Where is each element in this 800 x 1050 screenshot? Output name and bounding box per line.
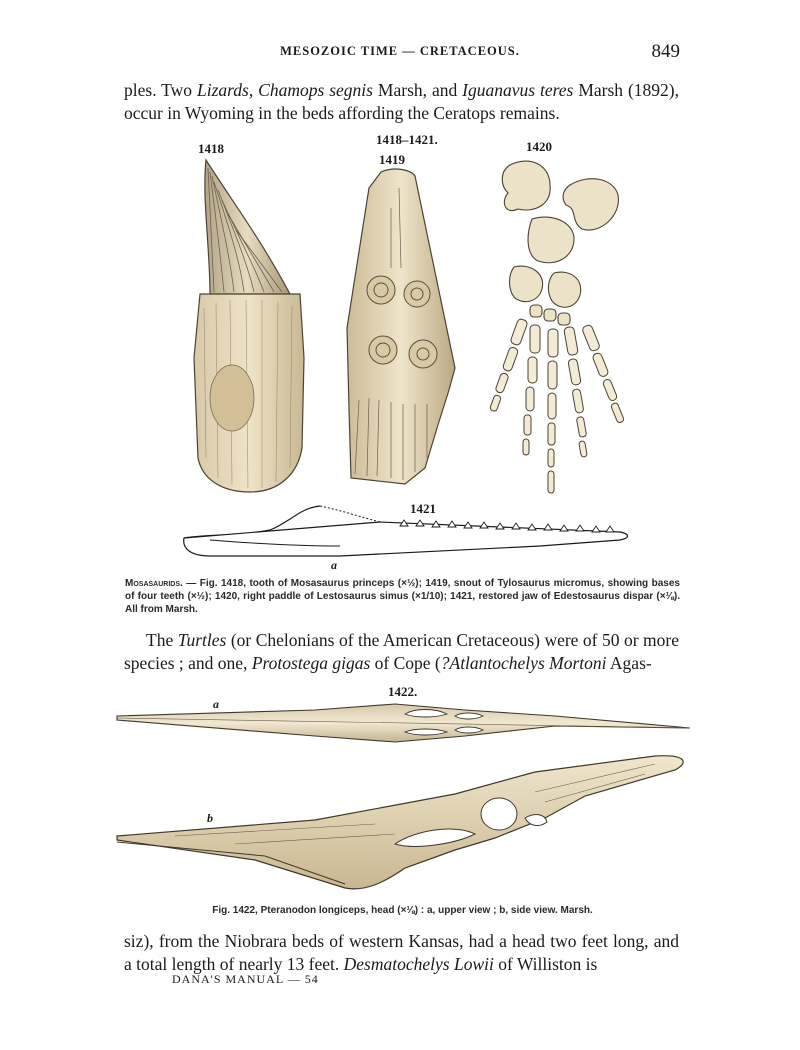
- figure-1422-letter-a: a: [213, 697, 219, 711]
- figure-1422-caption: Fig. 1422, Pteranodon longiceps, head (×⅛) : a, upper view ; b, side view. Marsh.: [212, 905, 593, 916]
- italic-run: Lizards, Chamops segnis: [196, 80, 373, 100]
- paragraph-2: [124, 629, 679, 675]
- figure-1419-snout-illustration: [345, 168, 457, 486]
- text-run: of Cope (: [370, 653, 441, 673]
- figure-1422-label: 1422.: [388, 684, 418, 699]
- caption-text: — Fig. 1418, tooth of Mosasaurus princeps (×½); 1419, snout of Tylosaurus micromus, showing bases of four teeth (×½); 1420, right paddle of Lestosaurus simus (×1/10); 1421, restored jaw of Edestosaurus dispar (×⅛). All from Marsh.: [125, 578, 680, 615]
- text-run: siz), from the Niobrara beds of western Kansas, had a head two feet long, and a total length of nearly 13 feet.: [124, 931, 679, 974]
- text-run: Agas-: [606, 653, 652, 673]
- paragraph-3: [124, 930, 679, 976]
- figure-1418-label: 1418: [198, 141, 224, 156]
- italic-run: Protostega gigas: [251, 653, 371, 673]
- text-run: ples. Two: [124, 80, 197, 100]
- paragraph-1: [124, 79, 679, 125]
- italic-run: Desmatochelys Lowii: [343, 954, 494, 974]
- text-run: Marsh, and: [372, 80, 463, 100]
- figure-1418-tooth-illustration: [190, 158, 320, 494]
- text-run: of Williston is: [493, 954, 598, 974]
- text-run: The: [146, 630, 178, 650]
- running-head: [0, 41, 800, 64]
- text-run: Marsh (1892), occur in Wyoming in the beds affording the Ceratops remains.: [124, 80, 679, 123]
- figure-1422-letter-b: b: [207, 811, 213, 825]
- page-number: 849: [651, 41, 680, 62]
- figure-1420-paddle-illustration: [470, 155, 630, 500]
- figure-1421-label: 1421: [410, 501, 436, 516]
- figure-1422b-side-view-illustration: [115, 752, 690, 902]
- figure-group-label: 1418–1421.: [376, 132, 438, 147]
- italic-run: ?Atlantochelys Mortoni: [440, 653, 607, 673]
- figure-1421-jaw-illustration: [180, 500, 630, 560]
- italic-run: Iguanavus teres: [462, 80, 574, 100]
- figure-1422a-upper-view-illustration: [115, 696, 690, 746]
- figure-1419-label: 1419: [379, 152, 405, 167]
- figure-1421-letter-a: a: [331, 558, 337, 572]
- italic-run: Turtles: [177, 630, 227, 650]
- caption-heading: Mosasaurids.: [125, 578, 183, 589]
- figure-group-1-caption: [125, 577, 680, 616]
- text-run: (or Chelonians of the American Cretaceous) were of 50 or more species ; and one,: [124, 630, 679, 673]
- figure-1420-label: 1420: [526, 139, 552, 154]
- running-title: MESOZOIC TIME — CRETACEOUS.: [280, 44, 520, 58]
- footer-signature: DANA'S MANUAL — 54: [172, 972, 319, 986]
